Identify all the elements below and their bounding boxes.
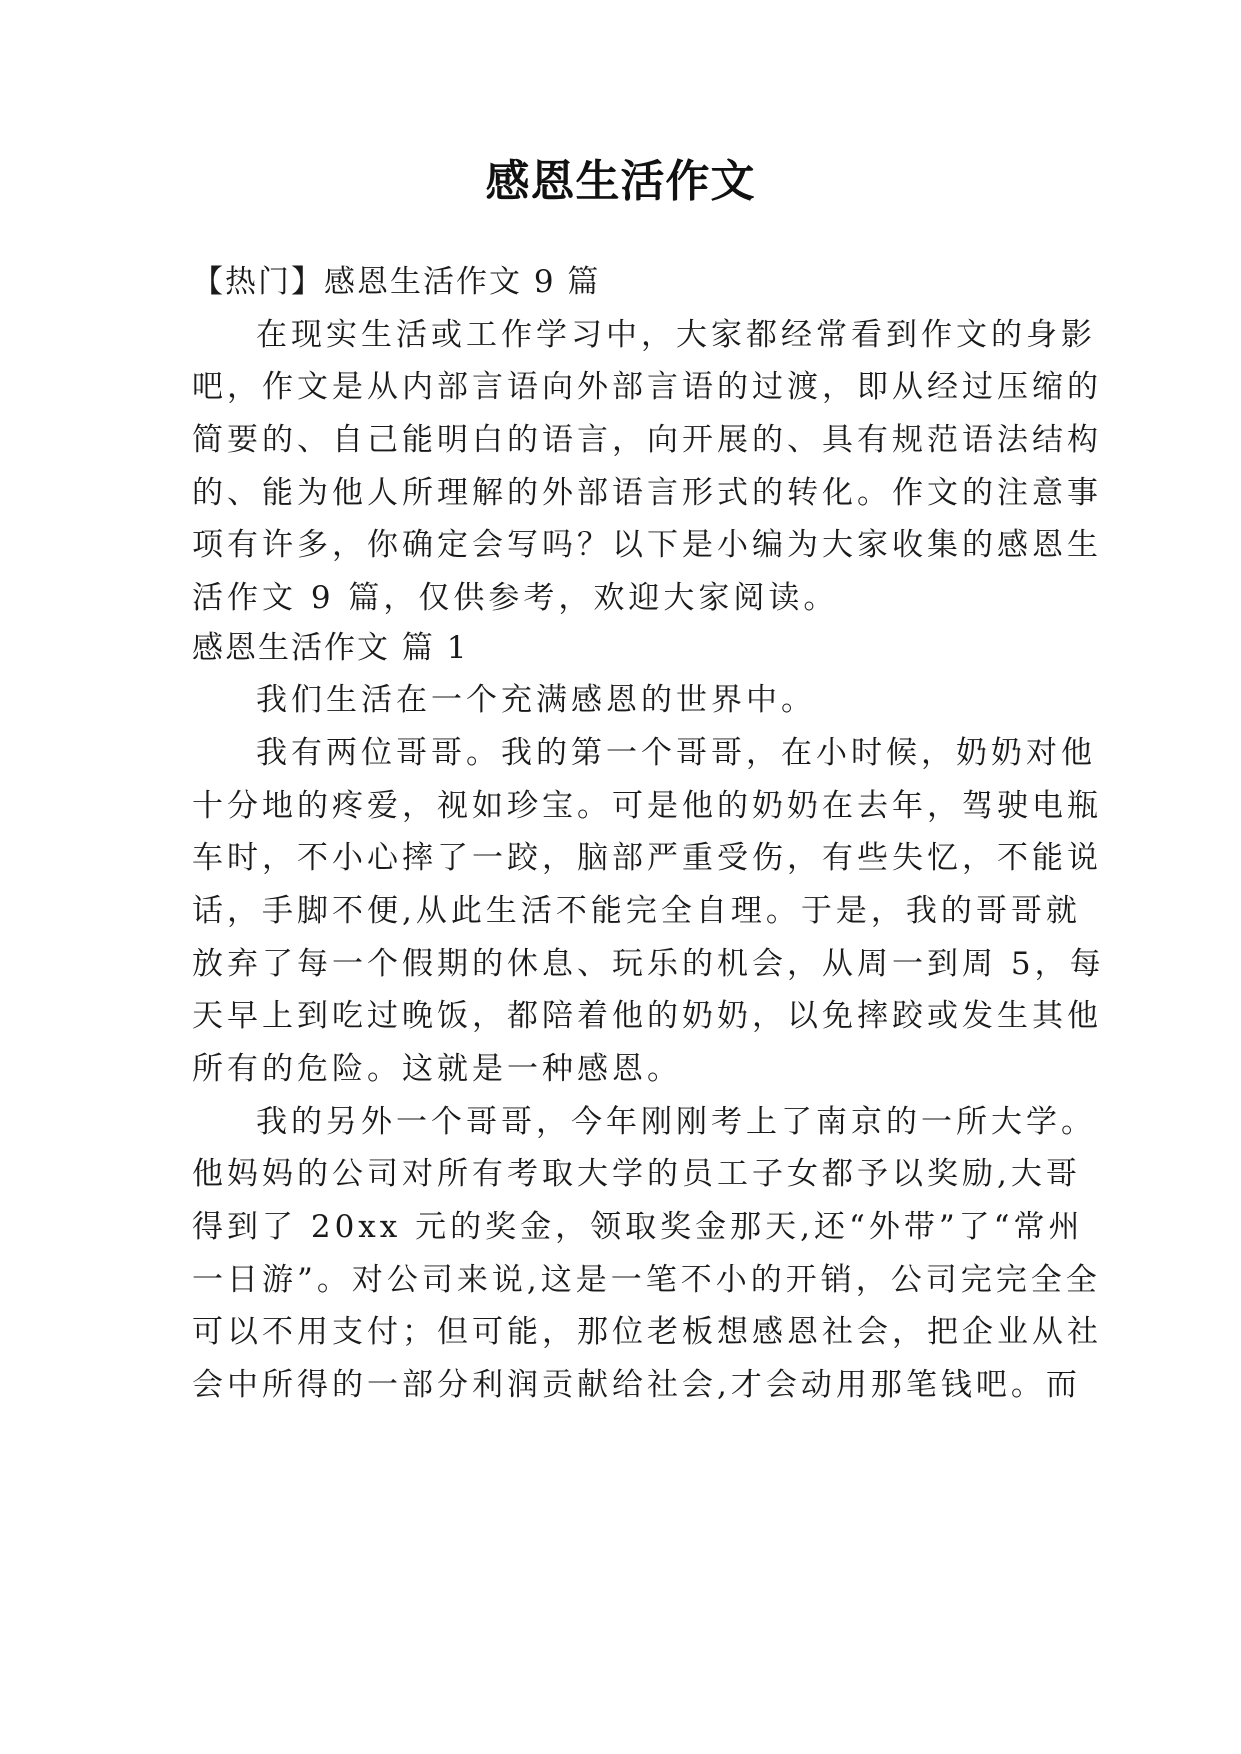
intro-line: 简要的、自己能明白的语言，向开展的、具有规范语法结构 <box>192 422 1102 458</box>
intro-line: 项有许多，你确定会写吗？以下是小编为大家收集的感恩生 <box>192 527 1102 563</box>
paragraph-line: 十分地的疼爱，视如珍宝。可是他的奶奶在去年，驾驶电瓶 <box>192 788 1102 824</box>
paragraph-line: 我有两位哥哥。我的第一个哥哥，在小时候，奶奶对他 <box>256 735 1096 771</box>
intro-line: 吧，作文是从内部言语向外部言语的过渡，即从经过压缩的 <box>192 369 1102 405</box>
intro-line: 在现实生活或工作学习中，大家都经常看到作文的身影 <box>256 317 1096 353</box>
paragraph-line: 他妈妈的公司对所有考取大学的员工子女都予以奖励,大哥 <box>192 1156 1081 1192</box>
paragraph-line: 所有的危险。这就是一种感恩。 <box>192 1051 682 1087</box>
section-heading: 感恩生活作文 篇 1 <box>192 630 469 666</box>
paragraph-line: 可以不用支付；但可能，那位老板想感恩社会，把企业从社 <box>192 1314 1102 1350</box>
paragraph-line: 天早上到吃过晚饭，都陪着他的奶奶，以免摔跤或发生其他 <box>192 998 1102 1034</box>
paragraph-line: 放弃了每一个假期的休息、玩乐的机会，从周一到周 5，每 <box>192 946 1105 982</box>
paragraph-line: 一日游”。对公司来说,这是一笔不小的开销，公司完完全全 <box>192 1262 1101 1298</box>
paragraph-line: 得到了 20xx 元的奖金，领取奖金那天,还“外带”了“常州 <box>192 1209 1084 1245</box>
intro-heading: 【热门】感恩生活作文 9 篇 <box>192 264 601 300</box>
paragraph-line: 我的另外一个哥哥，今年刚刚考上了南京的一所大学。 <box>256 1104 1096 1140</box>
intro-line: 的、能为他人所理解的外部语言形式的转化。作文的注意事 <box>192 475 1102 511</box>
intro-line: 活作文 9 篇，仅供参考，欢迎大家阅读。 <box>192 580 839 616</box>
document-title: 感恩生活作文 <box>485 156 756 207</box>
paragraph-line: 会中所得的一部分利润贡献给社会,才会动用那笔钱吧。而 <box>192 1367 1081 1403</box>
paragraph-line: 我们生活在一个充满感恩的世界中。 <box>256 682 816 718</box>
paragraph-line: 车时，不小心摔了一跤，脑部严重受伤，有些失忆，不能说 <box>192 840 1102 876</box>
paragraph-line: 话，手脚不便,从此生活不能完全自理。于是，我的哥哥就 <box>192 893 1081 929</box>
